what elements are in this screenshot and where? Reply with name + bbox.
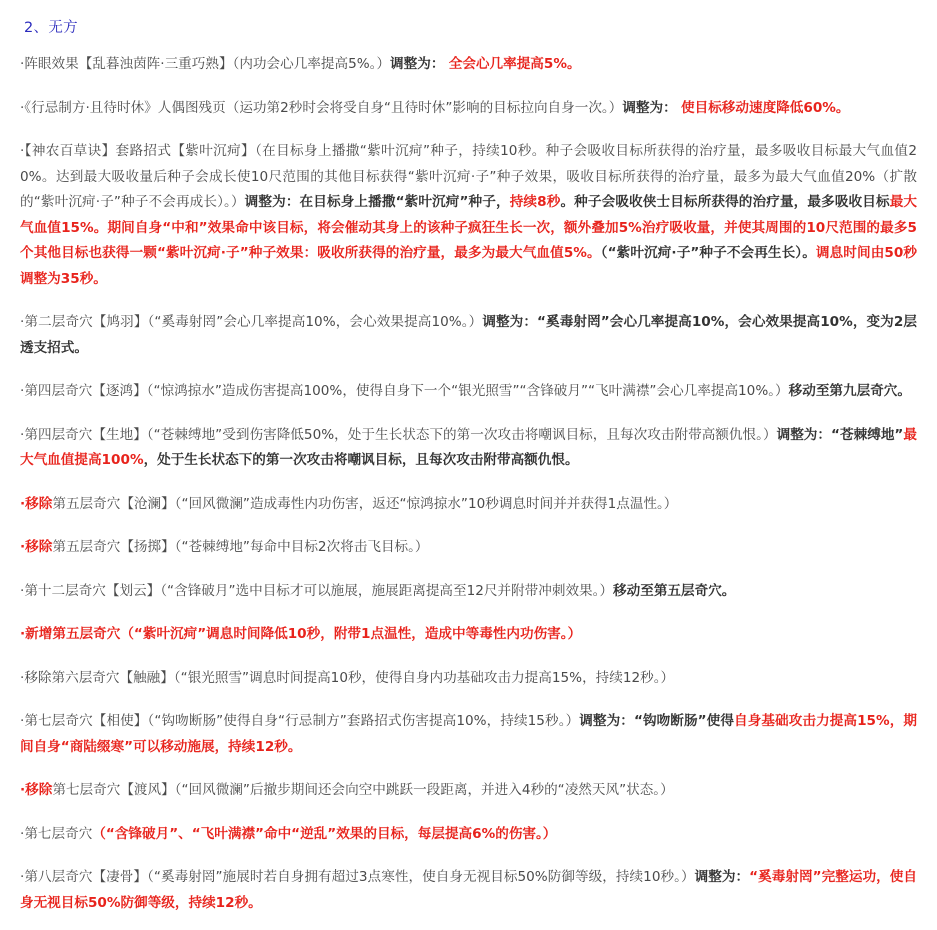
text-run-red: 使目标移动速度降低60%。 (681, 99, 850, 116)
text-run-bold: 调整为： (622, 99, 677, 116)
text-run-red: “奚毒射罔”完整运功，使自身无视目标50%防御等级，持续12秒。 (20, 869, 917, 911)
text-run-plain: 第五层奇穴【扬掷】（“苍棘缚地”每命中目标2次将击飞目标。） (52, 539, 429, 555)
text-run-plain: ·第八层奇穴【凄骨】（“奚毒射罔”施展时若自身拥有超过3点寒性，使自身无视目标50%防御等级，持续10秒。） (20, 869, 695, 885)
entry-dishier-ceng-qixue-huayun (18, 579, 919, 605)
text-run-plain: ·第十二层奇穴【划云】（“含锋破月”选中目标才可以施展，施展距离提高至12尺并附带冲刺效果。） (20, 582, 614, 599)
text-run-bold: 移动至第九层奇穴。 (788, 383, 911, 399)
entry-xingji-zhifang-canye (18, 96, 919, 122)
text-run-bold: 调整为：在目标身上播撒“紫叶沉疴”种子， (244, 194, 510, 210)
text-run-red: 调息时间由50秒调整为35秒。 (20, 245, 918, 287)
entry-dier-ceng-qixue-jiuyu (18, 310, 919, 361)
text-run-red: ·新增第五层奇穴（“紫叶沉疴”调息时间降低10秒，附带1点温性，造成中等毒性内功伤害。） (20, 626, 582, 642)
text-run-bold: 移动至第五层奇穴。 (613, 582, 736, 599)
patch-notes-list (18, 52, 919, 916)
text-run-plain: ·《行忌制方·且待时休》人偶图残页（运功第2秒时会将受自身“且待时休”影响的目标拉向自身一次。） (20, 99, 623, 116)
text-run-plain: ·第七层奇穴 (20, 825, 93, 842)
text-run-red: （“含锋破月”、“飞叶满襟”命中“逆乱”效果的目标，每层提高6%的伤害。） (92, 825, 557, 842)
text-run-bold: 调整为：“苍棘缚地” (776, 426, 904, 443)
text-run-plain: ·第七层奇穴【相使】（“钩吻断肠”使得自身“行忌制方”套路招式伤害提高10%，持续15秒。） (20, 713, 580, 729)
entry-diqi-ceng-qixue-xiangshi (18, 709, 919, 760)
text-run-bold: 调整为： (390, 56, 445, 72)
text-run-plain: ·第四层奇穴【生地】（“苍棘缚地”受到伤害降低50%，处于生长状态下的第一次攻击将嘲讽目标，且每次攻击附带高额仇恨。） (20, 426, 777, 443)
text-run-red: 持续8秒 (509, 194, 561, 210)
entry-diwu-ceng-qixue-canglan (18, 492, 919, 518)
text-run-plain: ·第二层奇穴【鸠羽】（“奚毒射罔”会心几率提高10%，会心效果提高10%。） (20, 314, 483, 330)
text-run-bold: （“紫叶沉疴·子”种子不会再生长）。 (600, 245, 816, 261)
entry-yichu-diliu-ceng-qixue-churong (18, 666, 919, 692)
text-run-red: 全会心几率提高5%。 (448, 56, 581, 72)
text-run-red: 自身基础攻击力提高15%，期间自身“商陆缀寒”可以移动施展，持续12秒。 (20, 713, 917, 755)
entry-diqi-ceng-qixue-hanfengpoyue (18, 822, 919, 848)
entry-diqi-ceng-qixue-dufeng (18, 778, 919, 804)
text-run-red: ·移除 (20, 495, 53, 512)
entry-zhenyan-xiaoguo (18, 52, 919, 78)
text-run-bold: 调整为：“钩吻断肠”使得 (579, 713, 735, 729)
page-title: 2、无方 (24, 20, 78, 36)
text-run-plain: ·移除第六层奇穴【触融】（“银光照雪”调息时间提高10秒，使得自身内功基础攻击力提高15%，持续12秒。） (20, 669, 675, 686)
entry-disi-ceng-qixue-shengdi (18, 423, 919, 474)
text-run-bold: ，处于生长状态下的第一次攻击将嘲讽目标，且每次攻击附带高额仇恨。 (143, 452, 579, 468)
entry-xinzeng-diwu-ceng-qixue (18, 622, 919, 648)
entry-diba-ceng-qixue-qigu (18, 865, 919, 916)
text-run-bold: 调整为：“奚毒射罔”会心几率提高10%，会心效果提高10%，变为2层透支招式。 (20, 314, 917, 356)
text-run-plain: 第七层奇穴【渡风】（“回风微澜”后撤步期间还会向空中跳跃一段距离，并进入4秒的“凌然天风”状态。） (52, 782, 674, 798)
text-run-red: ·移除 (20, 539, 53, 555)
text-run-plain: 第五层奇穴【沧澜】（“回风微澜”造成毒性内功伤害，返还“惊鸿掠水”10秒调息时间并并获得1点温性。） (52, 495, 678, 512)
entry-shennong-baicaojue-ziyechenke (18, 139, 919, 292)
text-run-plain: ·第四层奇穴【逐鸿】（“惊鸿掠水”造成伤害提高100%，使得自身下一个“银光照雪”“含锋破月”“飞叶满襟”会心几率提高10%。） (20, 383, 789, 399)
text-run-bold: 。种子会吸收侠士目标所获得的治疗量，最多吸收目标 (560, 194, 890, 210)
text-run-bold: 调整为： (694, 869, 750, 885)
text-run-plain: ·阵眼效果【乱暮浊茵阵·三重巧熟】（内功会心几率提高5%。） (20, 56, 391, 72)
text-run-plain: ·【神农百草诀】套路招式【紫叶沉疴】（在目标身上播撒“紫叶沉疴”种子，持续10秒。种子会吸收目标所获得的治疗量，最多吸收目标最大气血值20%。达到最大吸收量后种子会成长使10尺范围的其他目标获得“紫叶沉疴·子”种子效果，吸收目标所获得的治疗量，最多为最大气血值20%（扩散的“紫叶沉疴·子”种子不会再成长）。） (20, 143, 917, 210)
text-run-red: 最大气血值15%。期间自身“中和”效果命中该目标，将会催动其身上的该种子疯狂生长一次，额外叠加5%治疗吸收量，并使其周围的10尺范围的最多5个其他目标也获得一颗“紫叶沉疴·子”种子效果：吸收所获得的治疗量，最多为最大气血值5%。 (20, 194, 918, 261)
entry-disi-ceng-qixue-zhuhong (18, 379, 919, 405)
text-run-red: ·移除 (20, 782, 53, 798)
text-run-red: 最大气血值提高100% (20, 426, 917, 468)
entry-diwu-ceng-qixue-yangzhi (18, 535, 919, 561)
